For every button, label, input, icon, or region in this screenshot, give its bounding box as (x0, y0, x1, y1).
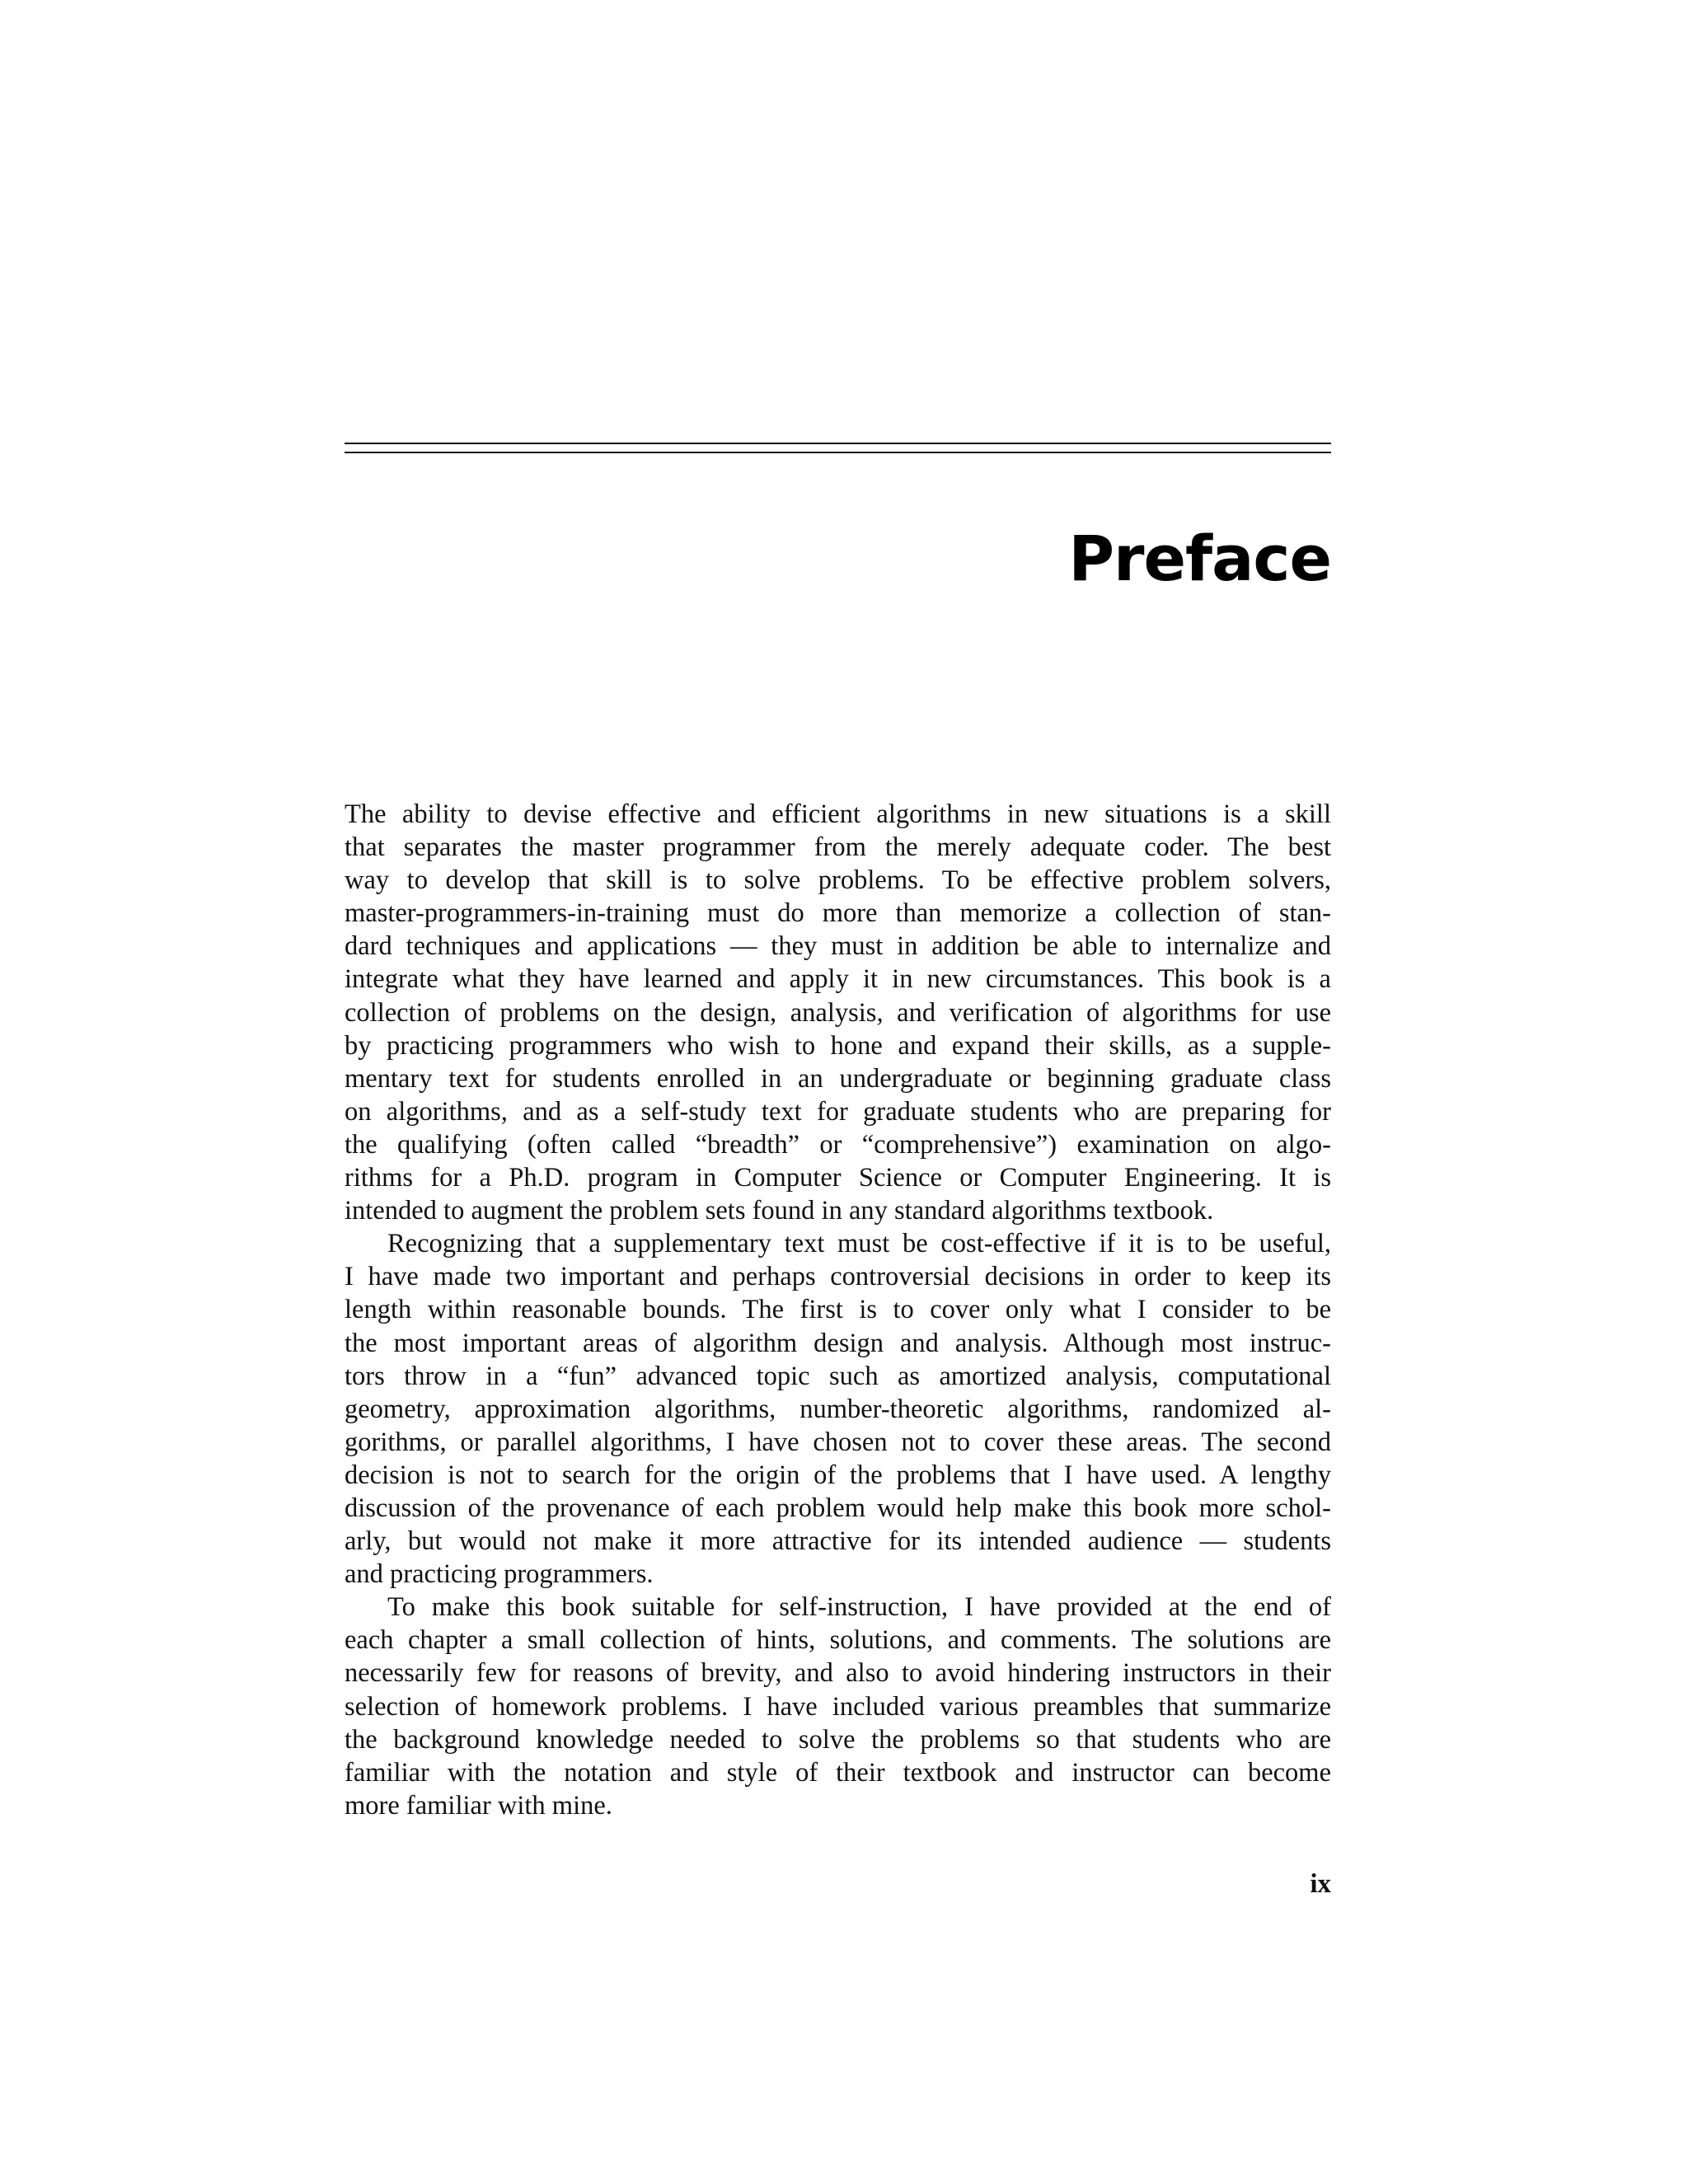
header-rule-top (345, 443, 1331, 444)
text-line: intended to augment the problem sets found in any standard algorithms textbook. (345, 1196, 1214, 1226)
chapter-title: Preface (1068, 522, 1331, 595)
text-line: necessarily few for reasons of brevity, and also to avoid hindering instructors in their (345, 1658, 1331, 1689)
text-line: familiar with the notation and style of their textbook and instructor can become (345, 1757, 1331, 1788)
text-line: by practicing programmers who wish to hone and expand their skills, as a supple- (345, 1030, 1331, 1061)
text-line: To make this book suitable for self-instruction, I have provided at the end of (387, 1592, 1331, 1623)
text-line: the most important areas of algorithm design and analysis. Although most instruc- (345, 1328, 1331, 1358)
text-line: the background knowledge needed to solve the problems so that students who are (345, 1724, 1331, 1755)
text-line: and practicing programmers. (345, 1559, 654, 1590)
paragraph-2 (345, 1227, 1331, 1591)
text-line: tors throw in a “fun” advanced topic such as amortized analysis, computational (345, 1361, 1331, 1391)
text-line: that separates the master programmer from the merely adequate coder. The best (345, 832, 1331, 863)
text-line: decision is not to search for the origin of the problems that I have used. A lengthy (345, 1460, 1331, 1490)
text-line: The ability to devise effective and efficient algorithms in new situations is a skill (345, 799, 1331, 829)
text-line: gorithms, or parallel algorithms, I have chosen not to cover these areas. The second (345, 1427, 1331, 1457)
paragraph-1 (345, 798, 1331, 1227)
paragraph-3 (345, 1591, 1331, 1822)
preface-body (345, 798, 1331, 1822)
text-line: on algorithms, and as a self-study text for graduate students who are preparing for (345, 1096, 1331, 1127)
text-line: integrate what they have learned and apply it in new circumstances. This book is a (345, 964, 1331, 995)
text-line: length within reasonable bounds. The first is to cover only what I consider to be (345, 1295, 1331, 1325)
text-line: collection of problems on the design, analysis, and verification of algorithms for use (345, 997, 1331, 1028)
text-line: the qualifying (often called “breadth” or “comprehensive”) examination on algo- (345, 1129, 1331, 1160)
text-line: dard techniques and applications — they must in addition be able to internalize and (345, 931, 1331, 962)
header-rule-bottom (345, 452, 1331, 453)
text-line: way to develop that skill is to solve problems. To be effective problem solvers, (345, 865, 1331, 896)
text-line: Recognizing that a supplementary text must be cost-effective if it is to be useful, (387, 1229, 1331, 1259)
text-line: more familiar with mine. (345, 1790, 612, 1821)
text-line: mentary text for students enrolled in an undergraduate or beginning graduate class (345, 1063, 1331, 1094)
text-line: master-programmers-in-training must do more than memorize a collection of stan- (345, 898, 1331, 929)
text-line: discussion of the provenance of each problem would help make this book more schol- (345, 1493, 1331, 1523)
text-line: geometry, approximation algorithms, number-theoretic algorithms, randomized al- (345, 1394, 1331, 1424)
text-line: each chapter a small collection of hints, solutions, and comments. The solutions are (345, 1625, 1331, 1656)
text-line: selection of homework problems. I have included various preambles that summarize (345, 1691, 1331, 1722)
page-number: ix (1310, 1869, 1331, 1899)
text-line: arly, but would not make it more attractive for its intended audience — students (345, 1526, 1331, 1557)
text-line: rithms for a Ph.D. program in Computer Science or Computer Engineering. It is (345, 1163, 1331, 1193)
text-line: I have made two important and perhaps controversial decisions in order to keep its (345, 1262, 1331, 1292)
